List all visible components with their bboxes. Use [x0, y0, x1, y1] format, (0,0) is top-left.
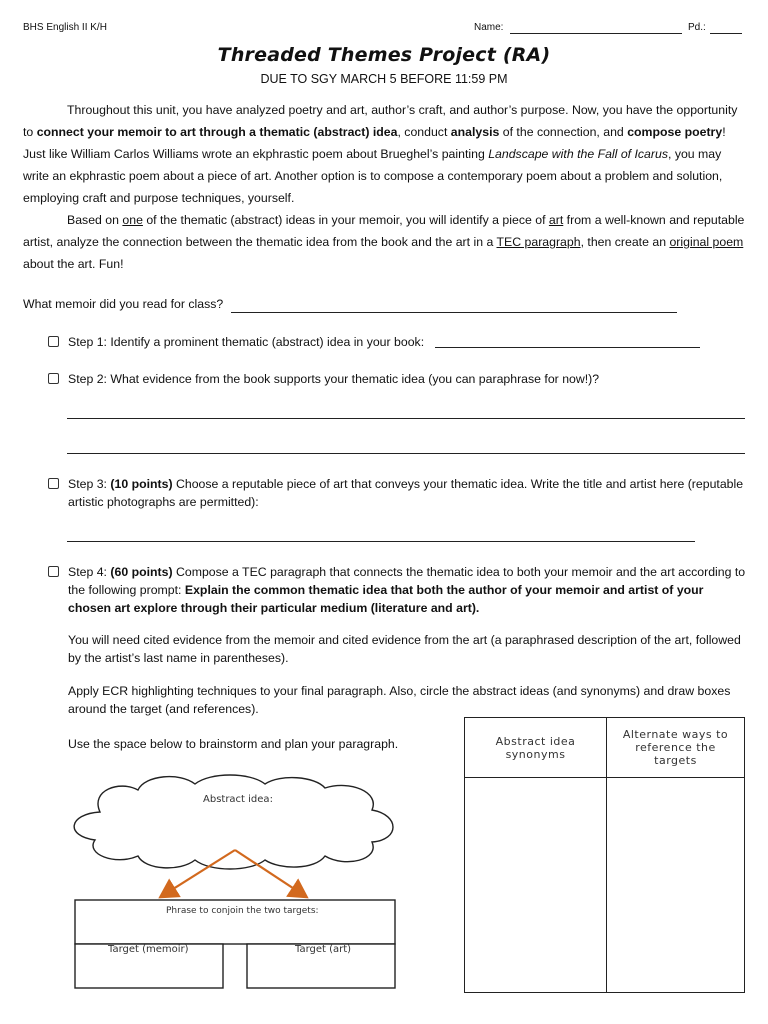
step-4-prompt: Explain the common thematic idea that both the author of your memoir and artist of your chosen art explore through their particular medium (literature and art).: [68, 583, 704, 615]
note-cited-evidence: You will need cited evidence from the memoir and cited evidence from the art (a paraphrased description of the art, followed by the artist’s last name in parentheses).: [68, 633, 741, 665]
phrase-label: Phrase to conjoin the two targets:: [166, 906, 319, 916]
intro-underline: TEC paragraph: [496, 235, 581, 249]
step-3-checkbox[interactable]: [48, 478, 59, 489]
intro-bold: analysis: [450, 125, 500, 139]
name-field[interactable]: [510, 33, 682, 34]
intro-text: from a well-known and reputable artist, analyze the connection between the thematic idea from the book and the art in a: [23, 213, 745, 249]
period-label: Pd.:: [688, 22, 706, 33]
synonyms-cell[interactable]: [465, 778, 607, 993]
due-date: DUE TO SGY MARCH 5 BEFORE 11:59 PM: [260, 72, 508, 86]
intro-text: about the art. Fun!: [23, 257, 124, 271]
step-2-answer-line-2[interactable]: [67, 453, 745, 454]
intro-text: Based on: [67, 213, 123, 227]
step-2-answer-line-1[interactable]: [67, 418, 745, 419]
intro-bold: connect your memoir to art through a thematic (abstract) idea: [36, 125, 398, 139]
step-3-prefix: Step 3:: [68, 477, 111, 491]
intro-text: , you may write an ekphrastic poem about a piece of art. Another option is to compose a contemporary poem about a problem and solution, employing craft and purpose techniques, yourself.: [23, 147, 723, 205]
step-4-text: [68, 563, 748, 617]
step-3-text: [68, 475, 748, 511]
intro-text: ! Just like William Carlos Williams wrote an ekphrastic poem about Brueghel’s painting: [23, 125, 726, 161]
step-1-answer-field[interactable]: [435, 347, 700, 348]
intro-text: , then create an: [580, 235, 670, 249]
step-1-checkbox[interactable]: [48, 336, 59, 347]
target-memoir-label: Target (memoir): [108, 944, 189, 955]
memoir-answer-field[interactable]: [231, 312, 677, 313]
step-4-body: Compose a TEC paragraph that connects the thematic idea to both your memoir and the art according to the following prompt:: [68, 565, 746, 597]
intro-paragraph-2: [23, 209, 745, 275]
step-3-answer-field[interactable]: [67, 541, 695, 542]
page-title: Threaded Themes Project (RA): [217, 44, 551, 66]
table-header-synonyms: [465, 718, 607, 778]
intro-underline: one: [122, 213, 143, 227]
target-art-label: Target (art): [295, 944, 352, 955]
step-3-points: (10 points): [110, 477, 173, 491]
intro-text: of the connection, and: [499, 125, 628, 139]
synonyms-table: [464, 717, 745, 993]
period-field[interactable]: [710, 33, 742, 34]
intro-paragraph-1: [23, 99, 745, 209]
step-3-body: Choose a reputable piece of art that conveys your thematic idea. Write the title and artist here (reputable artistic photographs are permitted):: [68, 477, 744, 509]
intro-text: Throughout this unit, you have analyzed poetry and art, author’s craft, and author’s purpose. Now, you have the opportunity to: [23, 103, 738, 139]
table-header-references: [607, 718, 745, 778]
synonyms-header-text: Abstract idea synonyms: [495, 734, 576, 761]
step-1-text: Step 1: Identify a prominent thematic (abstract) idea in your book:: [68, 335, 425, 349]
references-cell[interactable]: [607, 778, 745, 993]
intro-underline: original poem: [669, 235, 744, 249]
intro-text: , conduct: [397, 125, 451, 139]
note-brainstorm: Use the space below to brainstorm and plan your paragraph.: [68, 737, 399, 751]
step-2-checkbox[interactable]: [48, 373, 59, 384]
intro-underline: art: [548, 213, 564, 227]
step-2-text: Step 2: What evidence from the book supports your thematic idea (you can paraphrase for now!)?: [68, 372, 600, 386]
step-4-prefix: Step 4:: [68, 565, 111, 579]
note-highlighting: Apply ECR highlighting techniques to your final paragraph. Also, circle the abstract ideas (and synonyms) and draw boxes around the target (and references).: [68, 684, 731, 716]
intro-text: of the thematic (abstract) ideas in your memoir, you will identify a piece of: [142, 213, 549, 227]
name-label: Name:: [474, 22, 504, 33]
step-4-points: (60 points): [110, 565, 173, 579]
memoir-question: What memoir did you read for class?: [23, 297, 224, 311]
cloud-shape: [74, 775, 393, 869]
step-4-checkbox[interactable]: [48, 566, 59, 577]
cloud-label: Abstract idea:: [203, 794, 273, 805]
references-header-text: Alternate ways to reference the targets: [622, 728, 729, 767]
intro-bold: compose poetry: [627, 125, 723, 139]
course-label: BHS English II K/H: [23, 22, 107, 33]
painting-title: Landscape with the Fall of Icarus: [488, 147, 668, 161]
